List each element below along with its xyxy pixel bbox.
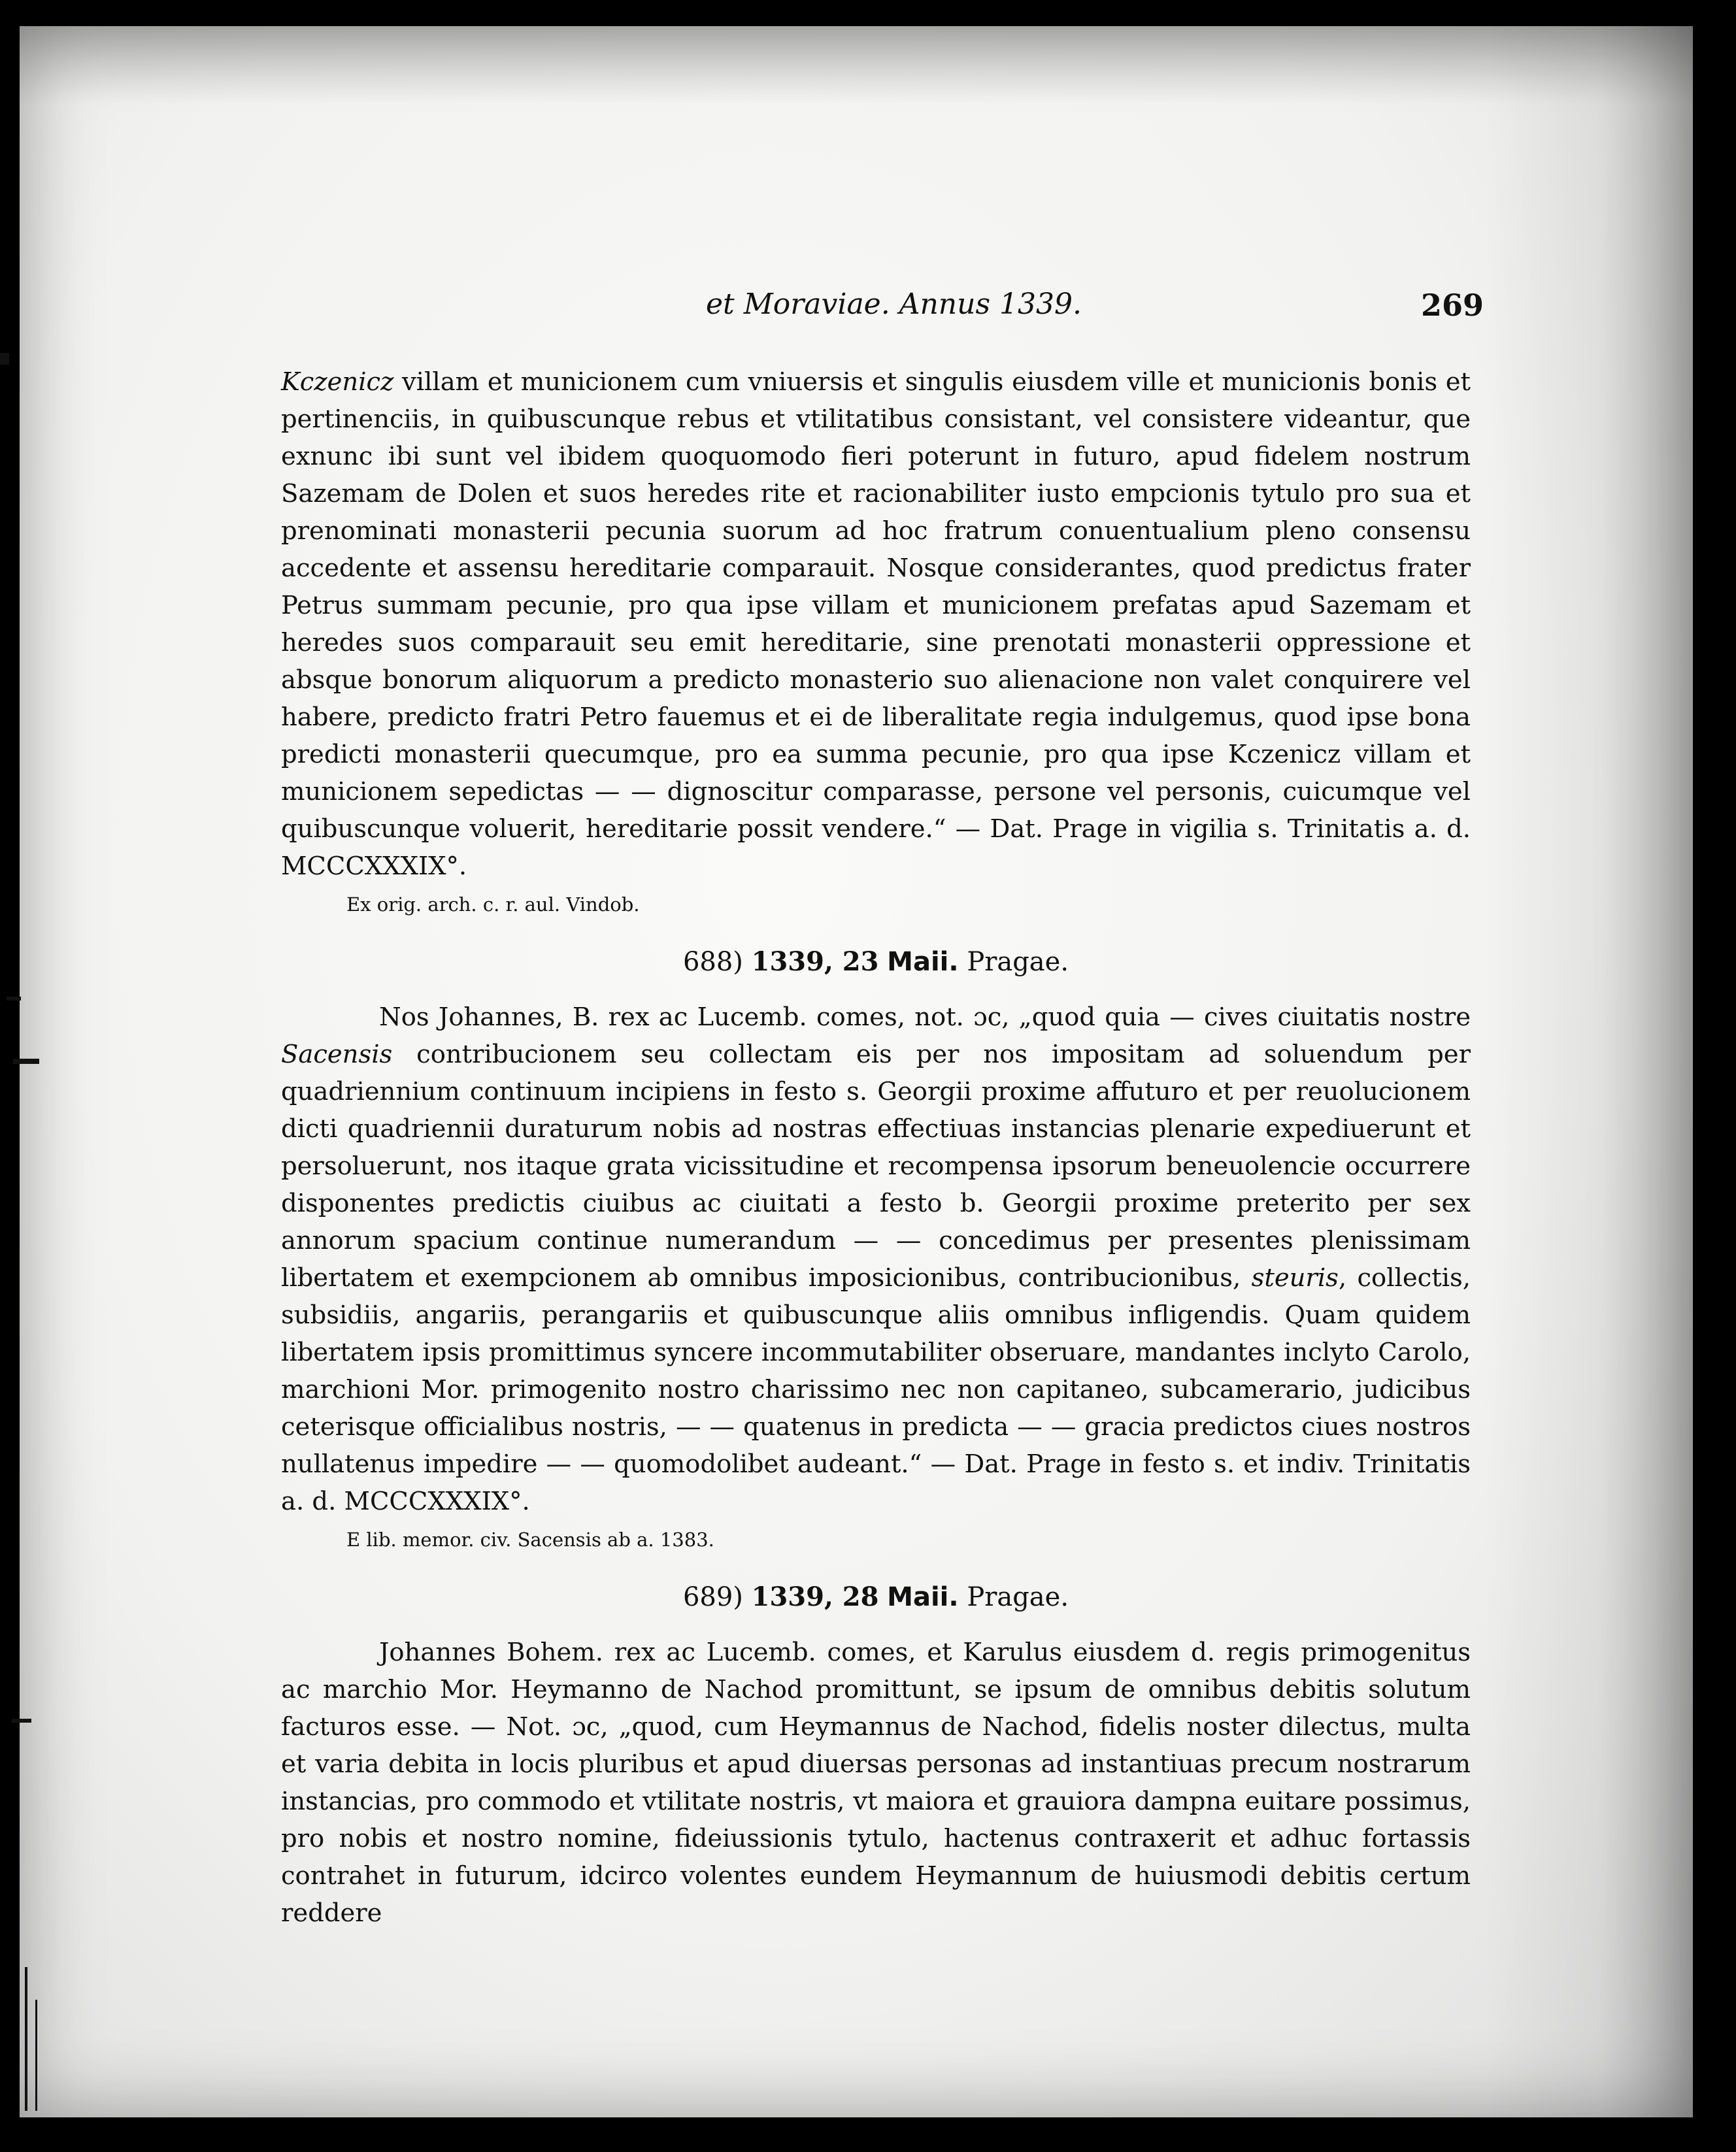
entry-text-part: Nos Johannes, B. rex ac Lucemb. comes, not. ɔc, „quod quia — cives ciuitatis nostre <box>379 1002 1471 1032</box>
entry-text-part: contribucionem seu collectam eis per nos impositam ad soluendum per quadriennium continuum incipiens in festo s. Georgii proxime affuturo et per reuolucionem dicti quadriennii duraturum nobis ad nostras effectiuas instancias plenarie expediuerunt et persoluerunt, nos itaque grata vicissitudine et recompensa ipsorum beneuolencie occurrere disponentes predictis ciuibus ac ciuitati a festo b. Georgii proxime preterito per sex annorum spacium continue numerandum — — concedimus per presentes plenissimam libertatem et exempcionem ab omnibus imposicionibus, contribucionibus, <box>281 1040 1471 1293</box>
entry-text-688 <box>281 999 1471 1520</box>
entry-month: Maii. <box>887 1582 959 1612</box>
entry-text-689 <box>281 1634 1471 1932</box>
entry-heading-689 <box>281 1579 1471 1615</box>
entry-month: Maii. <box>887 947 959 977</box>
entry-source-688: E lib. memor. civ. Sacensis ab a. 1383. <box>346 1529 714 1551</box>
entry-place: Pragae. <box>967 1582 1069 1612</box>
text-block <box>281 288 1484 1932</box>
page-number: 269 <box>1420 288 1484 323</box>
entry-heading-688 <box>281 944 1471 980</box>
entry-italic-term: steuris <box>1251 1263 1339 1293</box>
entry-place: Pragae. <box>967 947 1069 977</box>
running-head <box>281 288 1484 333</box>
page-shadow-top <box>20 26 1693 105</box>
entry-number: 689) <box>682 1582 743 1612</box>
continuation-text: villam et municionem cum vniuersis et singulis eiusdem ville et municionis bonis et pertinenciis, in quibuscunque rebus et vtilitatibus consistant, vel consistere videantur, que exnunc ibi sunt vel ibidem quoquomodo fieri poterunt in futuro, apud fidelem nostrum Sazemam de Dolen et suos heredes rite et racionabiliter iusto empcionis tytulo pro sua et prenominati monasterii pecunia suorum ad hoc fratrum conuentualium pleno consensu accedente et assensu hereditarie comparauit. Nosque considerantes, quod predictus frater Petrus summam pecunie, pro qua ipse villam et municionem prefatas apud Sazemam et heredes suos comparauit seu emit hereditarie, sine prenotati monasterii oppressione et absque bonorum aliquorum a predicto monasterio suo alienacione non valet conquirere vel habere, predicto fratri Petro fauemus et ei de liberalitate regia indulgemus, quod ipse bona predicti monasterii quecumque, pro ea summa pecunie, pro qua ipse Kczenicz villam et municionem sepedictas — — dignoscitur comparasse, persone vel personis, cuicumque vel quibuscunque voluerit, hereditarie possit vendere.“ — Dat. Prage in vigilia s. Trinitatis a. d. MCCCXXXIX°. <box>281 367 1471 881</box>
running-title: et Moraviae. Annus 1339. <box>706 288 1082 321</box>
entry-text-part: Johannes Bohem. rex ac Lucemb. comes, et Karulus eiusdem d. regis primogenitus ac marchio Mor. Heymanno de Nachod promittunt, se ipsum de omnibus debitis solutum facturos esse. — Not. ɔc, „quod, cum Heymannus de Nachod, fidelis noster dilectus, multa et varia debita in locis pluribus et apud diuersas personas ad instantiuas precum nostrarum instancias, pro commodo et vtilitate nostris, vt maiora et grauiora dampna euitare possimus, pro nobis et nostro nomine, fideiussionis tytulo, hactenus contraxerit et adhuc fortassis contrahet in futurum, idcirco volentes eundem Heymannum de huiusmodi debitis certum reddere <box>281 1638 1471 1928</box>
entry-text-part: , collectis, subsidiis, angariis, perangariis et quibuscunque aliis omnibus infligendis. Quam quidem libertatem ipsis promittimus syncere incommutabiliter obseruare, mandantes inclyto Carolo, marchioni Mor. primogenito nostro charissimo nec non capitaneo, subcamerario, judicibus ceterisque officialibus nostris, — — quatenus in predicta — — gracia predictos ciues nostros nullatenus impedire — — quomodolibet audeant.“ — Dat. Prage in festo s. et indiv. Trinitatis a. d. MCCCXXXIX°. <box>281 1263 1471 1516</box>
continuation-source: Ex orig. arch. c. r. aul. Vindob. <box>346 893 640 916</box>
margin-mark-4 <box>12 1719 31 1723</box>
entry-italic-term: Sacensis <box>281 1040 393 1069</box>
page-shadow-right <box>1484 26 1693 2117</box>
margin-mark-2 <box>7 997 21 1001</box>
continuation-lead-term: Kczenicz <box>281 367 394 397</box>
continuation-paragraph <box>281 363 1471 885</box>
entry-date: 1339, 28 <box>751 1581 879 1612</box>
entry-date: 1339, 23 <box>751 946 879 977</box>
margin-mark-1 <box>0 353 9 365</box>
entry-number: 688) <box>682 947 743 977</box>
scanned-page <box>20 26 1693 2117</box>
margin-mark-3 <box>13 1059 39 1064</box>
margin-mark-6 <box>35 2000 37 2111</box>
margin-mark-5 <box>25 1967 27 2111</box>
